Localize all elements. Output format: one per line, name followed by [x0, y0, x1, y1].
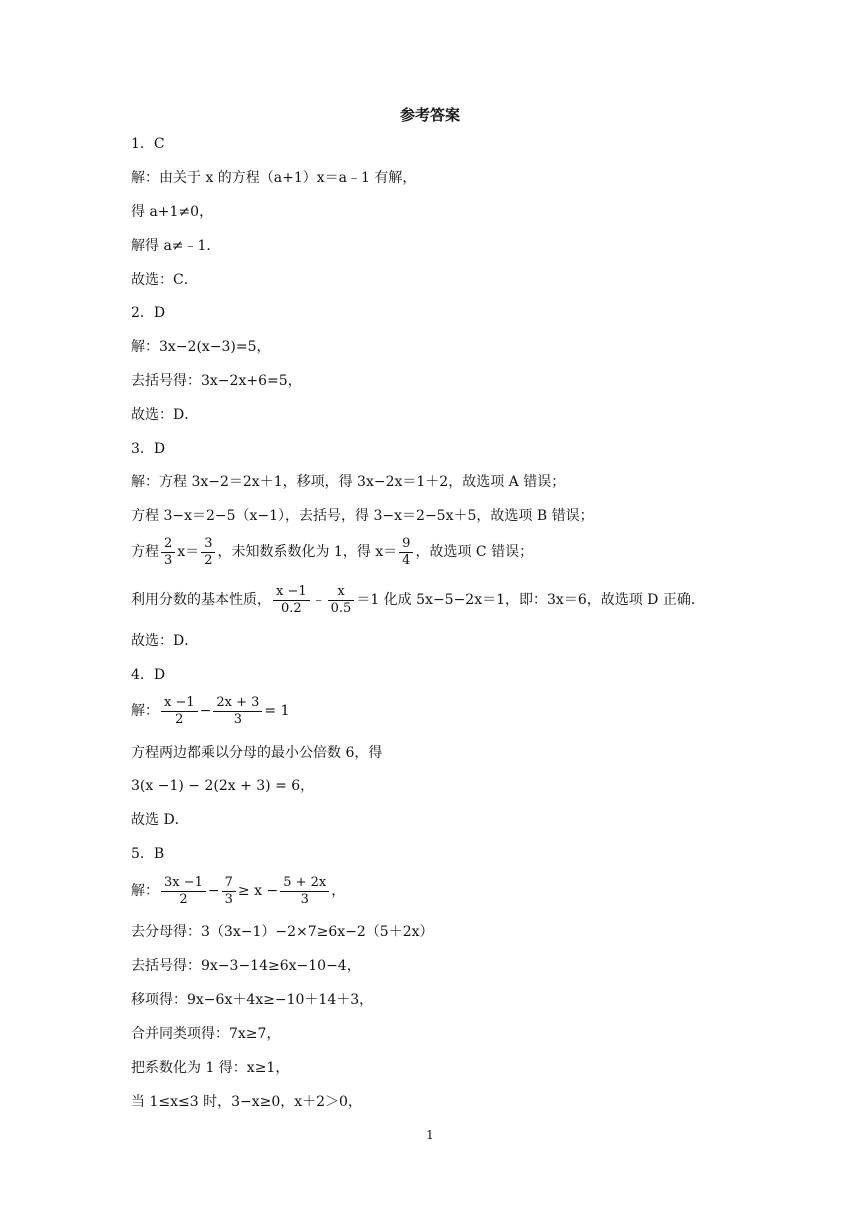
fraction-numerator: 9: [399, 536, 413, 553]
q1-line-4: 故选：C．: [131, 272, 198, 288]
fraction-denominator: 4: [402, 552, 411, 568]
fraction-numerator: x −1: [273, 584, 310, 601]
fraction-three-halves: [201, 536, 215, 569]
fraction-numerator: 2: [161, 536, 175, 553]
q4-line-2: 方程两边都乘以分母的最小公倍数 6，得: [131, 745, 383, 761]
fraction-3x-minus-1-over-2: [161, 875, 206, 908]
q1-heading: 1．C: [131, 136, 165, 152]
q4-line-1-text-a: 解：: [131, 703, 159, 719]
q4-line-3: 3(x −1) − 2(2x + 3) = 6，: [131, 778, 315, 794]
fraction-numerator: x −1: [161, 695, 198, 712]
fraction-numerator: x: [328, 584, 355, 601]
page-title: 参考答案: [399, 106, 460, 124]
q3-line-5: 故选：D．: [131, 633, 199, 649]
q5-line-1: [131, 873, 345, 909]
fraction-numerator: 5 + 2x: [280, 875, 329, 892]
q3-line-4: [131, 582, 705, 618]
q5-line-6: 把系数化为 1 得：x≥1，: [131, 1060, 290, 1076]
fraction-numerator: 7: [222, 875, 236, 892]
q3-line-3-text-d: ，故选项 C 错误；: [415, 544, 534, 560]
q4-heading: 4．D: [131, 667, 166, 683]
q1-line-3: 解得 a≠﹣1．: [131, 238, 221, 254]
q3-line-4-text-a: 利用分数的基本性质，: [131, 592, 271, 608]
q3-heading: 3．D: [131, 441, 166, 457]
minus-operator: −: [199, 703, 212, 719]
fraction-numerator: 2x + 3: [213, 695, 262, 712]
fraction-numerator: 3: [201, 536, 215, 553]
fraction-denominator: 2: [175, 711, 184, 727]
fraction-denominator: 0.2: [280, 600, 302, 616]
minus-operator: −: [207, 883, 220, 899]
q3-line-3-text-c: ，未知数系数化为 1，得 x＝: [217, 544, 398, 560]
q5-line-1-text-a: 解：: [131, 883, 159, 899]
fraction-x-over-0.5: [328, 584, 355, 617]
page-number: 1: [426, 1128, 434, 1142]
q2-line-2: 去括号得：3x−2x+6=5，: [131, 373, 302, 389]
q5-line-5: 合并同类项得：7x≥7，: [131, 1026, 281, 1042]
fraction-two-thirds: [161, 536, 175, 569]
q5-line-1-text-b: ，: [331, 883, 346, 899]
q1-line-1: 解：由关于 x 的方程（a+1）x＝a﹣1 有解，: [131, 170, 417, 186]
q3-line-3: [131, 534, 533, 570]
q3-line-1: 解：方程 3x−2＝2x＋1，移项，得 3x−2x＝1＋2，故选项 A 错误；: [131, 474, 566, 490]
fraction-denominator: 3: [164, 552, 173, 568]
fraction-denominator: 3: [233, 711, 243, 727]
fraction-denominator: 2: [179, 891, 188, 907]
fraction-5-plus-2x-over-3: [280, 875, 329, 908]
q2-heading: 2．D: [131, 305, 166, 321]
fraction-denominator: 2: [204, 552, 213, 568]
q5-heading: 5．B: [131, 846, 165, 862]
q5-line-4: 移项得：9x−6x＋4x≥−10＋14＋3，: [131, 992, 374, 1008]
fraction-2x-plus-3-over-3: [213, 695, 262, 728]
q5-line-2: 去分母得：3（3x−1）−2×7≥6x−2（5＋2x）: [131, 924, 434, 940]
q2-line-1: 解：3x−2(x−3)=5，: [131, 339, 271, 355]
fraction-seven-thirds: [222, 875, 236, 908]
q4-line-1-text-b: = 1: [264, 703, 290, 719]
q1-line-2: 得 a+1≠0，: [131, 204, 214, 220]
q3-line-3-text-a: 方程: [131, 544, 159, 560]
q3-line-4-text-c: ＝1 化成 5x−5−2x＝1，即：3x＝6，故选项 D 正确．: [356, 592, 705, 608]
fraction-denominator: 0.5: [330, 600, 352, 616]
q5-line-3: 去括号得：9x−3−14≥6x−10−4，: [131, 958, 361, 974]
fraction-denominator: 3: [300, 891, 309, 907]
q4-line-1: [131, 693, 290, 729]
q2-line-3: 故选：D．: [131, 407, 199, 423]
q5-line-1-middle: ≥ x −: [237, 883, 279, 899]
fraction-numerator: 3x −1: [161, 875, 206, 892]
q3-line-2: 方程 3−x＝2−5（x−1），去括号，得 3−x＝2−5x＋5，故选项 B 错误；: [131, 508, 594, 524]
q5-line-7: 当 1≤x≤3 时，3−x≥0，x＋2＞0，: [131, 1094, 362, 1110]
q3-line-4-text-b: ﹣: [311, 592, 326, 608]
q3-line-3-text-b: x＝: [177, 544, 200, 560]
fraction-nine-quarters: [399, 536, 413, 569]
q4-line-4: 故选 D．: [131, 812, 189, 828]
fraction-denominator: 3: [224, 891, 233, 907]
fraction-x-minus-1-over-2: [161, 695, 198, 728]
fraction-x-minus-1-over-0.2: [273, 584, 310, 617]
